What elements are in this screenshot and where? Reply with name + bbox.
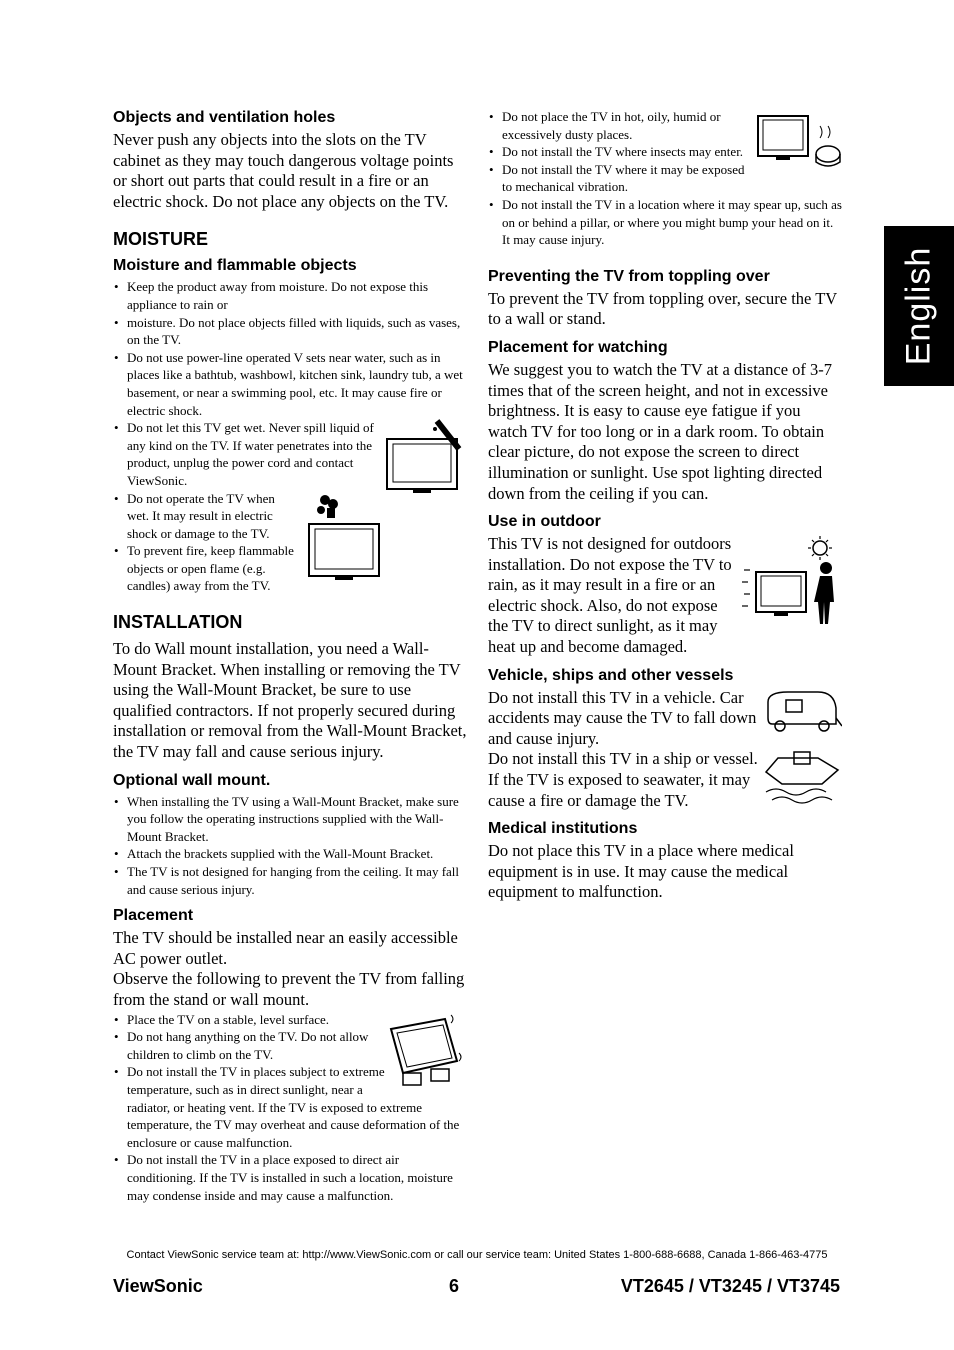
optional-mount-list xyxy=(113,793,467,899)
placement-list xyxy=(113,1011,467,1205)
language-tab-label: English xyxy=(899,246,938,366)
list-item: • Do not install the TV in a place exposed to direct air conditioning. If the TV is installed in such a location, moisture may condense inside and may cause a malfunction. xyxy=(113,1151,467,1204)
outdoor-text: This TV is not designed for outdoors installation. Do not expose the TV to rain, as it may result in a fire or an electric shock. Also, do not expose the TV to direct sunlight, as it may heat up and become damaged. xyxy=(488,534,732,657)
list-item-text: Do not operate the TV when wet. It may result in electric shock or damage to the TV. xyxy=(127,490,275,541)
installation-heading: INSTALLATION xyxy=(113,612,243,633)
left-column xyxy=(113,108,467,1204)
vehicle-heading: Vehicle, ships and other vessels xyxy=(488,666,734,684)
right-column xyxy=(488,108,842,903)
toppling-heading: Preventing the TV from toppling over xyxy=(488,267,770,285)
medical-heading: Medical institutions xyxy=(488,820,638,838)
list-item: • Attach the brackets supplied with the Wall-Mount Bracket. xyxy=(113,845,467,863)
list-item: • Do not install the TV in places subject to extreme temperature, such as in direct sunlight, near a radiator, or heating vent. If the TV is exposed to extreme temperature, the TV may overheat and cause deformation of the enclosure or cause malfunction. xyxy=(113,1063,467,1151)
objects-text: Never push any objects into the slots on the TV cabinet as they may touch dangerous voltage points or short out parts that could result in a fire or an electric shock. Do not place any objects on the TV. xyxy=(113,130,454,211)
list-item: • When installing the TV using a Wall-Mount Bracket, make sure you follow the operating instructions supplied with the Wall-Mount Bracket. xyxy=(113,793,467,846)
tv-liquid-figure xyxy=(383,419,467,497)
placement-text-1: The TV should be installed near an easily accessible AC power outlet. xyxy=(113,928,458,968)
footer-brand: ViewSonic xyxy=(113,1276,203,1296)
list-item: • To prevent fire, keep flammable objects or open flame (e.g. candles) away from the TV. xyxy=(113,542,467,595)
list-item-text: Place the TV on a stable, level surface. xyxy=(127,1011,330,1027)
moisture-subheading: Moisture and flammable objects xyxy=(113,257,357,275)
moisture-heading: MOISTURE xyxy=(113,229,209,250)
list-item: • Do not install the TV where insects may enter. xyxy=(488,143,842,161)
list-item: • Do not place the TV in hot, oily, humid or excessively dusty places. xyxy=(488,108,842,143)
moisture-list xyxy=(113,278,467,595)
list-item xyxy=(113,490,467,543)
tv-spill-icon xyxy=(383,419,467,497)
list-item-text: Do not let this TV get wet. Never spill liquid of any kind on the TV. If water penetrates into the product, unplug the power cord and contact ViewSonic. xyxy=(127,420,374,488)
objects-heading: Objects and ventilation holes xyxy=(113,109,336,126)
watching-heading: Placement for watching xyxy=(488,338,668,356)
list-item xyxy=(113,314,467,349)
vehicle-text-1: Do not install this TV in a vehicle. Car accidents may cause the TV to fall down and cause injury. xyxy=(488,687,757,748)
placement-heading: Placement xyxy=(113,907,194,925)
car-boat-icon xyxy=(762,688,842,804)
list-item: • The TV is not designed for hanging from the ceiling. It may fall and cause serious injury. xyxy=(113,863,467,898)
list-item: • Do not use power-line operated V sets near water, such as in places like a bathtub, washbowl, kitchen sink, laundry tub, a wet basement, or near a swimming pool, etc. It may cause fire or electric shock. xyxy=(113,349,467,419)
list-item: • Do not install the TV where it may be exposed to mechanical vibration. xyxy=(488,161,842,196)
toppling-text: To prevent the TV from toppling over, secure the TV to a wall or stand. xyxy=(488,288,837,329)
language-tab xyxy=(884,226,954,386)
tv-sun-rain-icon xyxy=(738,536,842,626)
footer-models: VT2645 / VT3245 / VT3745 xyxy=(620,1276,840,1296)
list-item: • Do not install the TV in a location where it may spear up, such as on or behind a pillar, or where you might bump your head on it. It may cause injury. xyxy=(488,196,842,249)
tv-outdoor-figure xyxy=(738,536,842,626)
installation-text: To do Wall mount installation, you need a Wall-Mount Bracket. When installing or removing the TV using the Wall-Mount Bracket, be sure to use qualified contractors. If not properly secured during installation or removal from the Wall-Mount Bracket, the TV may fall and cause serious injury. xyxy=(113,639,467,762)
list-item: • Keep the product away from moisture. Do not expose this appliance to rain or xyxy=(113,278,467,313)
list-item-text: moisture. Do not place objects filled with liquids, such as vases, on the TV. xyxy=(127,314,461,348)
placement-text-2: Observe the following to prevent the TV from falling from the stand or wall mount. xyxy=(113,969,465,1009)
optional-mount-heading: Optional wall mount. xyxy=(113,771,271,789)
medical-text: Do not place this TV in a place where medical equipment is in use. It may cause the medical equipment to malfunction. xyxy=(488,841,794,902)
list-item: • Do not hang anything on the TV. Do not allow children to climb on the TV. xyxy=(113,1028,467,1063)
list-item xyxy=(113,419,467,489)
watching-text: We suggest you to watch the TV at a distance of 3-7 times that of the screen height, and not in excessive brightness. It is easy to cause eye fatigue if you watch TV for too long or in a dark room. To obtain clear picture, do not expose the screen to direct illumination or sunlight. Use spot lighting directed down from the ceiling if you can. xyxy=(488,359,833,503)
right-top-list xyxy=(488,108,842,249)
page-number: 6 xyxy=(449,1276,460,1296)
vehicle-text-2: Do not install this TV in a ship or vessel. xyxy=(488,749,758,769)
vehicle-text-3: If the TV is exposed to seawater, it may cause a fire or damage the TV. xyxy=(488,770,751,810)
contact-info: Contact ViewSonic service team at: http://www.ViewSonic.com or call our service team: United States 1-800-688-6688, Canada 1-866-463-4775 xyxy=(126,1249,828,1261)
outdoor-heading: Use in outdoor xyxy=(488,513,601,531)
list-item xyxy=(113,1011,467,1029)
vehicle-figure xyxy=(762,688,842,804)
